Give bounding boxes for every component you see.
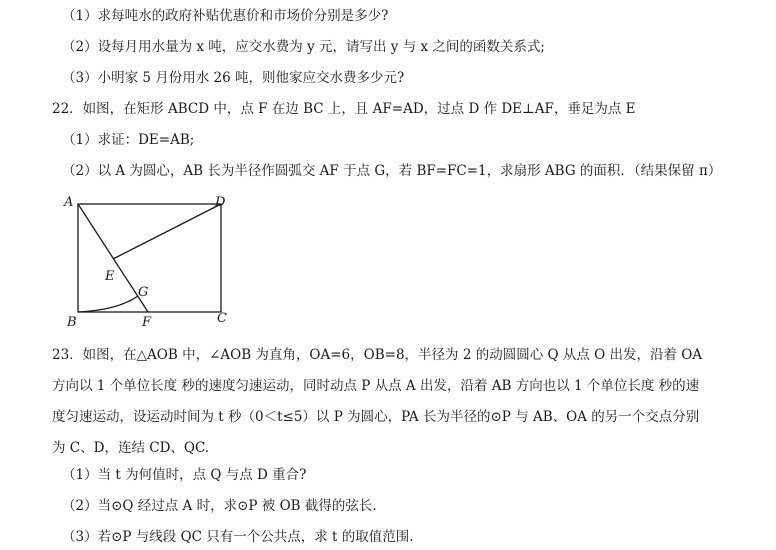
label-f: F <box>142 315 152 330</box>
q23-stem-line-2: 方向以 1 个单位长度 秒的速度匀速运动，同时动点 P 从点 A 出发，沿着 AB 方向也以 1 个单位长度 秒的速 <box>52 378 700 394</box>
arc-bg <box>78 296 138 312</box>
figure-lines <box>78 204 221 312</box>
q23-stem-line-3: 度匀速运动，设运动时间为 t 秒（0＜t≤5）以 P 为圆心，PA 长为半径的⊙P 与 AB、OA 的另一个交点分别 <box>52 409 700 425</box>
label-a: A <box>64 195 74 210</box>
rectangle-geometry-figure <box>58 190 248 332</box>
label-c: C <box>217 311 227 326</box>
q23-sub2: （2）当⊙Q 经过点 A 时，求⊙P 被 OB 截得的弦长. <box>62 498 377 514</box>
q21-sub2: （2）设每月用水量为 x 吨，应交水费为 y 元，请写出 y 与 x 之间的函数关系式; <box>62 39 545 55</box>
label-d: D <box>215 195 226 210</box>
q22-stem: 22．如图，在矩形 ABCD 中，点 F 在边 BC 上，且 AF=AD，过点 D 作 DE⊥AF，垂足为点 E <box>52 101 636 117</box>
q23-stem <box>52 340 712 464</box>
q23-stem-line-4: 为 C、D，连结 CD、QC. <box>52 440 210 456</box>
q23-stem-line-1: 23．如图，在△AOB 中，∠AOB 为直角，OA=6，OB=8，半径为 2 的动圆圆心 Q 从点 O 出发，沿着 OA <box>52 347 703 363</box>
segment-de <box>113 204 221 259</box>
q23-sub1: （1）当 t 为何值时，点 Q 与点 D 重合? <box>62 467 307 483</box>
q22-sub2: （2）以 A 为圆心，AB 长为半径作圆弧交 AF 于点 G，若 BF=FC=1，求扇形 ABG 的面积．（结果保留 π） <box>62 163 722 179</box>
label-g: G <box>138 285 149 300</box>
q21-sub3: （3）小明家 5 月份用水 26 吨，则他家应交水费多少元? <box>62 70 405 86</box>
rectangle-abcd <box>78 204 221 312</box>
q23-sub3: （3）若⊙P 与线段 QC 只有一个公共点，求 t 的取值范围. <box>62 529 414 545</box>
label-b: B <box>67 315 77 330</box>
q22-sub1: （1）求证：DE=AB; <box>62 132 195 148</box>
label-e: E <box>105 269 115 284</box>
q21-sub1: （1）求每吨水的政府补贴优惠价和市场价分别是多少? <box>62 8 389 24</box>
